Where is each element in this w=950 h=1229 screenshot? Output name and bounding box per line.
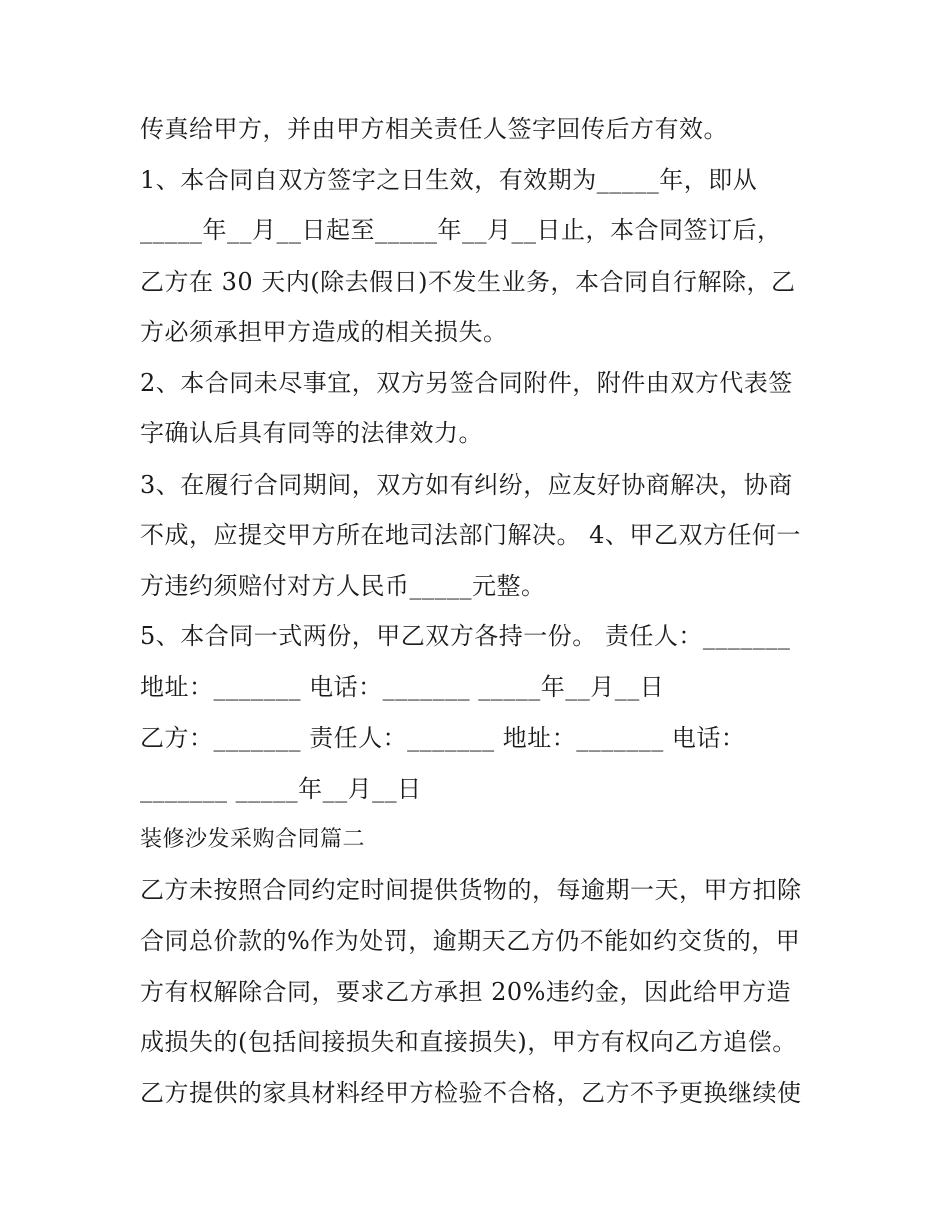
- text-line: 2、本合同未尽事宜，双方另签合同附件，附件由双方代表签: [140, 369, 793, 397]
- text-line: 1、本合同自双方签字之日生效，有效期为_____年，即从: [140, 166, 758, 194]
- text-line: 传真给甲方，并由甲方相关责任人签字回传后方有效。: [140, 115, 728, 143]
- text-line: _____年__月__日起至_____年__月__日止，本合同签订后，: [140, 216, 782, 244]
- text-line: 不成，应提交甲方所在地司法部门解决。 4、甲乙双方任何一: [140, 521, 801, 549]
- text-line: 乙方提供的家具材料经甲方检验不合格，乙方不予更换继续使: [140, 1079, 802, 1107]
- text-line: _______ _____年__月__日: [140, 775, 422, 803]
- text-line: 成损失的(包括间接损失和直接损失)，甲方有权向乙方追偿。: [140, 1028, 797, 1056]
- text-line: 方有权解除合同，要求乙方承担 20%违约金，因此给甲方造: [140, 978, 791, 1006]
- text-line: 字确认后具有同等的法律效力。: [140, 419, 483, 447]
- section-heading: 装修沙发采购合同篇二: [140, 827, 366, 852]
- text-line: 乙方未按照合同约定时间提供货物的，每逾期一天，甲方扣除: [140, 876, 802, 904]
- text-line: 方违约须赔付对方人民币_____元整。: [140, 572, 546, 600]
- text-line: 方必须承担甲方造成的相关损失。: [140, 318, 508, 346]
- text-line: 合同总价款的%作为处罚，逾期天乙方仍不能如约交货的，甲: [140, 927, 801, 955]
- text-line: 乙方在 30 天内(除去假日)不发生业务，本合同自行解除，乙: [140, 268, 796, 296]
- text-line: 3、在履行合同期间，双方如有纠纷，应友好协商解决，协商: [140, 471, 793, 499]
- text-line: 5、本合同一式两份，甲乙双方各持一份。 责任人：_______: [140, 622, 791, 650]
- text-line: 乙方：_______ 责任人：_______ 地址：_______ 电话：: [140, 724, 746, 752]
- text-line: 地址：_______ 电话：_______ _____年__月__日: [140, 673, 665, 701]
